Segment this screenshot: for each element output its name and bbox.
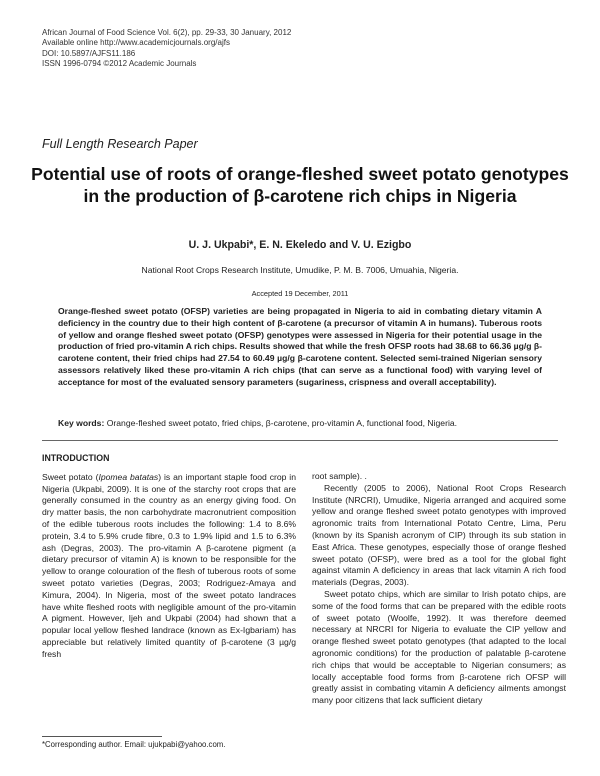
article-type: Full Length Research Paper: [42, 137, 198, 151]
online-url: Available online http://www.academicjournals.org/ajfs: [42, 38, 230, 48]
accepted-date: Accepted 19 December, 2011: [251, 289, 349, 298]
journal-header: [42, 28, 291, 70]
keywords-text: Orange-fleshed sweet potato, fried chips, β-carotene, pro-vitamin A, functional food, Nigeria.: [104, 418, 458, 428]
journal-citation: African Journal of Food Science Vol. 6(2), pp. 29-33, 30 January, 2012: [42, 28, 292, 37]
corresponding-author-footnote: *Corresponding author. Email: ujukpabi@yahoo.com.: [42, 740, 226, 749]
keywords: [58, 418, 542, 428]
intro-paragraph-3: Sweet potato chips, which are similar to Irish potato chips, are some of the food forms that can be prepared with the edible roots of sweet potato (Woolfe, 1992). It was therefore deemed necessary at NRCRI for Nigeria to evaluate the CIP yellow and orange fleshed sweet potato genotypes (that adapted to the local agronomic conditions) for the production of palatable β-carotene rich chips that would be acceptable to Nigerian consumers; as locally acceptable food forms from β-carotene rich OFSP will greatly assist in combating vitamin A deficiency ailments amongst many poor citizens that lack sufficient dietary: [312, 588, 566, 706]
doi: DOI: 10.5897/AJFS11.186: [42, 48, 136, 58]
left-column: [42, 453, 296, 661]
intro-paragraph-2: Recently (2005 to 2006), National Root Crops Research Institute (NRCRI), Umudike, Nigeria arranged and acquired some yellow and orange fleshed sweet potato genotypes with improved agronomic traits from International Potato Centre, Lima, Peru (known by its Spanish acronym of CIP) through its sub station in East Africa. These genotypes, especially those of orange fleshed sweet potato (OFSP), were bred as a tool for the global fight against vitamin A deficiency in areas that lack vitamin A rich food materials (Degras, 2003).: [312, 482, 566, 588]
intro-paragraph-1-continued: root sample). .: [312, 471, 367, 481]
footnote-divider: [42, 736, 162, 737]
section-divider: [42, 440, 558, 441]
species-name: Ipomea batatas: [98, 471, 159, 482]
intro-text: ) is an important staple food crop in Nigeria (Ukpabi, 2009). It is one of the starchy root crops that are generally consumed in the country as an energy giving food. On dry matter basis, the non carbohydrate macronutrient composition of the edible tuberous roots includes the following: 1.4 to 8.6% protein, 3.4 to 5.9% crude fibre, 0.3 to 1.9% lipid and 1.5 to 6.3% ash (Degras, 2003). The pro-vitamin A β-carotene pigment (a dietary precursor of vitamin A) is known to be responsible for the yellow to orange colouration of the flesh of tuberous roots of some sweet potato varieties (Degras, 2003; Rodriguez-Amaya and Kimura, 2004). In Nigeria, most of the sweet potato landraces have white fleshed roots with negligible amount of the pro-vitamin A pigment. However, Ijeh and Ukpabi (2004) had shown that a popular local yellow fleshed landrace (known as Ex-Igbariam) has appreciable but relatively limited quantity of β-carotene (3 µg/g fresh: [42, 471, 296, 659]
right-column: [312, 471, 566, 707]
intro-paragraph-1: [42, 472, 296, 661]
issn: ISSN 1996-0794 ©2012 Academic Journals: [42, 59, 197, 69]
intro-text: Sweet potato (: [42, 471, 99, 482]
affiliation: National Root Crops Research Institute, Umudike, P. M. B. 7006, Umuahia, Nigeria.: [141, 265, 459, 275]
paper-title: Potential use of roots of orange-fleshed sweet potato genotypes in the production of β-carotene rich chips in Nigeria: [31, 164, 569, 206]
authors: U. J. Ukpabi*, E. N. Ekeledo and V. U. Ezigbo: [188, 239, 412, 251]
section-heading-introduction: INTRODUCTION: [42, 453, 110, 463]
keywords-label: Key words:: [58, 418, 105, 428]
abstract: Orange-fleshed sweet potato (OFSP) varieties are being propagated in Nigeria to aid in combating dietary vitamin A deficiency in the country due to their high content of β-carotene (a precursor of vitamin A in humans). Tuberous roots of yellow and orange fleshed sweet potato (OFSP) genotypes were assessed in Nigeria for their potential usage in the production of fried pro-vitamin A rich chips. Results showed that while the fresh OFSP roots had 38.68 to 66.36 µg/g β-carotene content, their fried chips had 27.54 to 60.49 µg/g β-carotene content. Selected semi-trained Nigerian sensory assessors relatively liked these pro-vitamin A rich chips (that can serve as a functional food) with varying level of acceptance for most of the evaluated sensory parameters (sugariness, crispness and overall acceptability).: [58, 306, 542, 387]
